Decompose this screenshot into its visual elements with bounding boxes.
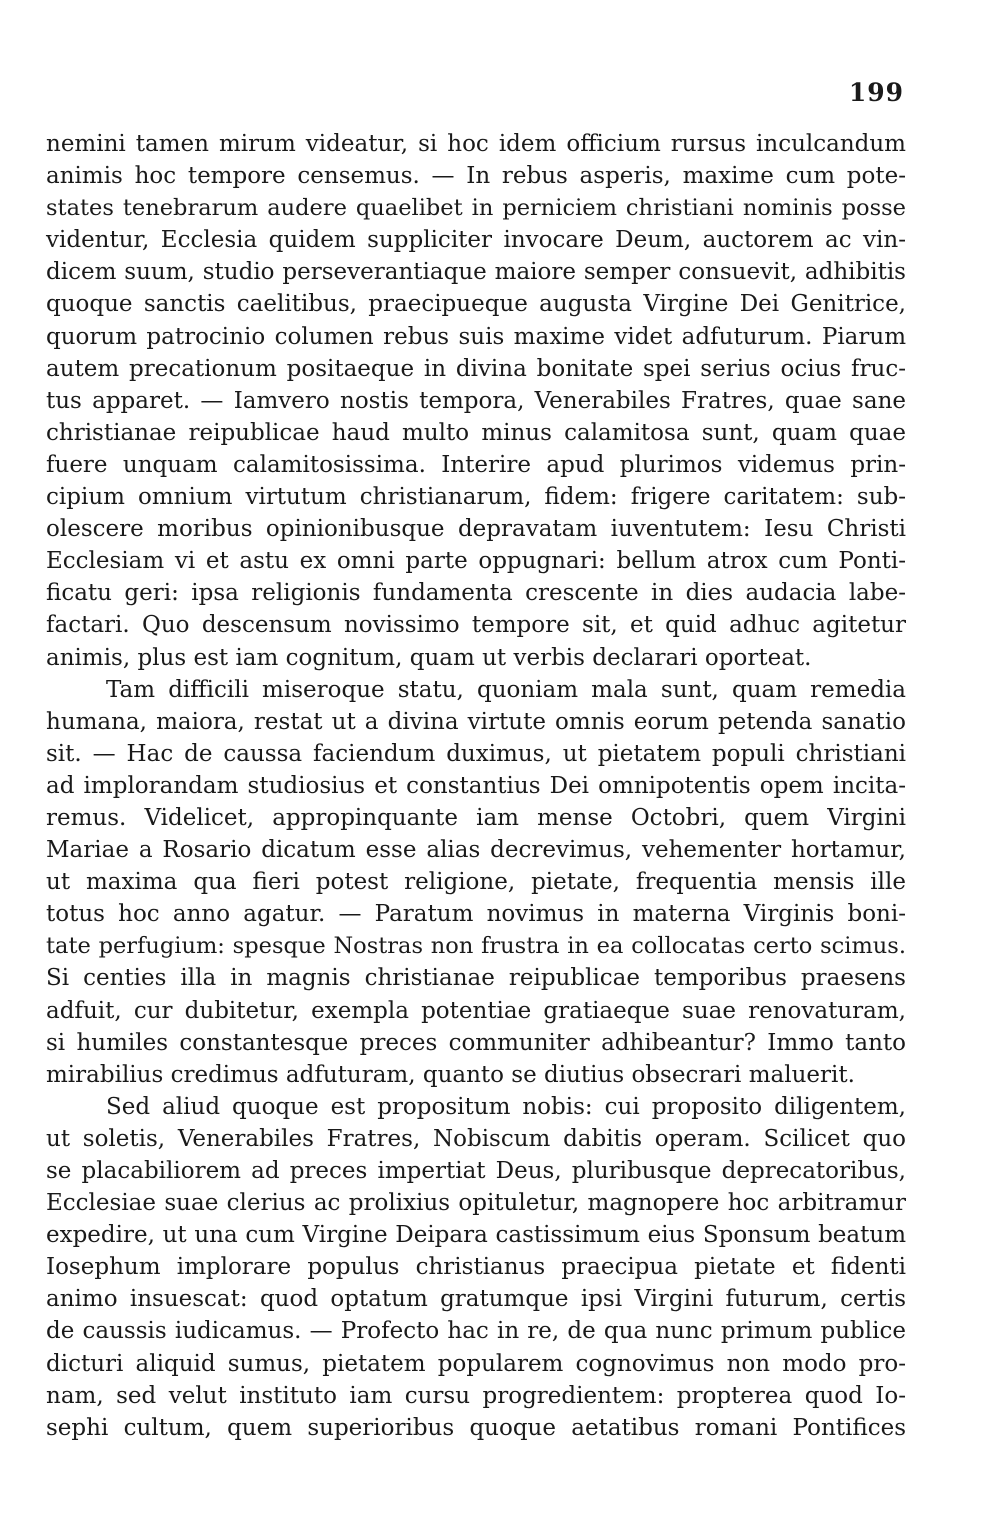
text-line: sephi cultum, quem superioribus quoque aetatibus romani Pontifices	[46, 1414, 906, 1441]
text-line: animis, plus est iam cognitum, quam ut verbis declarari oporteat.	[46, 644, 812, 671]
text-line: Si centies illa in magnis christianae reipublicae temporibus praesens	[46, 965, 906, 992]
text-line: ut maxima qua fieri potest religione, pietate, frequentia mensis ille	[46, 869, 906, 896]
text-line: ficatu geri: ipsa religionis fundamenta crescente in dies audacia labe-	[46, 580, 906, 607]
text-line: Tam difficili miseroque statu, quoniam mala sunt, quam remedia	[106, 676, 906, 703]
text-line: quoque sanctis caelitibus, praecipueque augusta Virgine Dei Genitrice,	[46, 291, 906, 318]
text-line: cipium omnium virtutum christianarum, fidem: frigere caritatem: sub-	[46, 484, 906, 511]
text-line: remus. Videlicet, appropinquante iam mense Octobri, quem Virgini	[46, 804, 906, 831]
text-line: Sed aliud quoque est propositum nobis: cui proposito diligentem,	[106, 1093, 906, 1120]
page-number: 199	[848, 78, 904, 107]
text-line: dicturi aliquid sumus, pietatem popularem cognovimus non modo pro-	[46, 1350, 906, 1377]
text-line: tus apparet. — Iamvero nostis tempora, Venerabiles Fratres, quae sane	[46, 387, 906, 414]
text-line: de caussis iudicamus. — Profecto hac in re, de qua nunc primum publice	[46, 1318, 906, 1345]
text-line: se placabiliorem ad preces impertiat Deus, pluribusque deprecatoribus,	[46, 1158, 906, 1184]
text-line: states tenebrarum audere quaelibet in perniciem christiani nominis posse	[46, 195, 906, 222]
text-line: totus hoc anno agatur. — Paratum novimus in materna Virginis boni-	[46, 901, 906, 928]
text-line: tate perfugium: spesque Nostras non frustra in ea collocatas certo scimus.	[46, 933, 906, 960]
text-line: fuere unquam calamitosissima. Interire apud plurimos videmus prin-	[46, 451, 906, 478]
paragraph-3	[46, 1091, 906, 1444]
text-line: Mariae a Rosario dicatum esse alias decrevimus, vehementer hortamur,	[46, 837, 906, 864]
text-line: sit. — Hac de caussa faciendum duximus, ut pietatem populi christiani	[46, 740, 906, 767]
text-line: mirabilius credimus adfuturam, quanto se diutius obsecrari maluerit.	[46, 1061, 855, 1088]
text-line: expedire, ut una cum Virgine Deipara castissimum eius Sponsum beatum	[46, 1222, 906, 1249]
paragraph-1	[46, 128, 906, 674]
text-line: si humiles constantesque preces communiter adhibeantur? Immo tanto	[46, 1029, 906, 1056]
text-line: nam, sed velut instituto iam cursu progredientem: propterea quod Io-	[46, 1382, 906, 1409]
text-line: Iosephum implorare populus christianus praecipua pietate et fidenti	[46, 1254, 906, 1281]
text-line: factari. Quo descensum novissimo tempore sit, et quid adhuc agitetur	[46, 612, 906, 639]
text-line: dicem suum, studio perseverantiaque maiore semper consuevit, adhibitis	[46, 259, 906, 286]
text-line: ad implorandam studiosius et constantius Dei omnipotentis opem incita-	[46, 772, 906, 799]
text-line: animo insuescat: quod optatum gratumque ipsi Virgini futurum, certis	[46, 1286, 906, 1313]
text-line: videntur, Ecclesia quidem suppliciter invocare Deum, auctorem ac vin-	[46, 227, 906, 254]
text-line: olescere moribus opinionibusque depravatam iuventutem: Iesu Christi	[46, 516, 906, 543]
text-line: Ecclesiam vi et astu ex omni parte oppugnari: bellum atrox cum Ponti-	[46, 548, 906, 575]
text-line: adfuit, cur dubitetur, exempla potentiae gratiaeque suae renovaturam,	[46, 997, 906, 1024]
text-line: christianae reipublicae haud multo minus calamitosa sunt, quam quae	[46, 419, 906, 446]
text-line: animis hoc tempore censemus. — In rebus asperis, maxime cum pote-	[46, 163, 906, 190]
paragraph-2	[46, 674, 906, 1091]
text-line: nemini tamen mirum videatur, si hoc idem officium rursus inculcandum	[46, 131, 906, 157]
text-line: quorum patrocinio columen rebus suis maxime videt adfuturum. Piarum	[46, 323, 906, 350]
text-line: humana, maiora, restat ut a divina virtute omnis eorum petenda sanatio	[46, 708, 906, 735]
text-line: autem precationum positaeque in divina bonitate spei serius ocius fruc-	[46, 355, 906, 382]
body-text	[46, 128, 906, 1444]
text-line: Ecclesiae suae clerius ac prolixius opituletur, magnopere hoc arbitramur	[46, 1190, 906, 1217]
text-line: ut soletis, Venerabiles Fratres, Nobiscum dabitis operam. Scilicet quo	[46, 1125, 906, 1152]
